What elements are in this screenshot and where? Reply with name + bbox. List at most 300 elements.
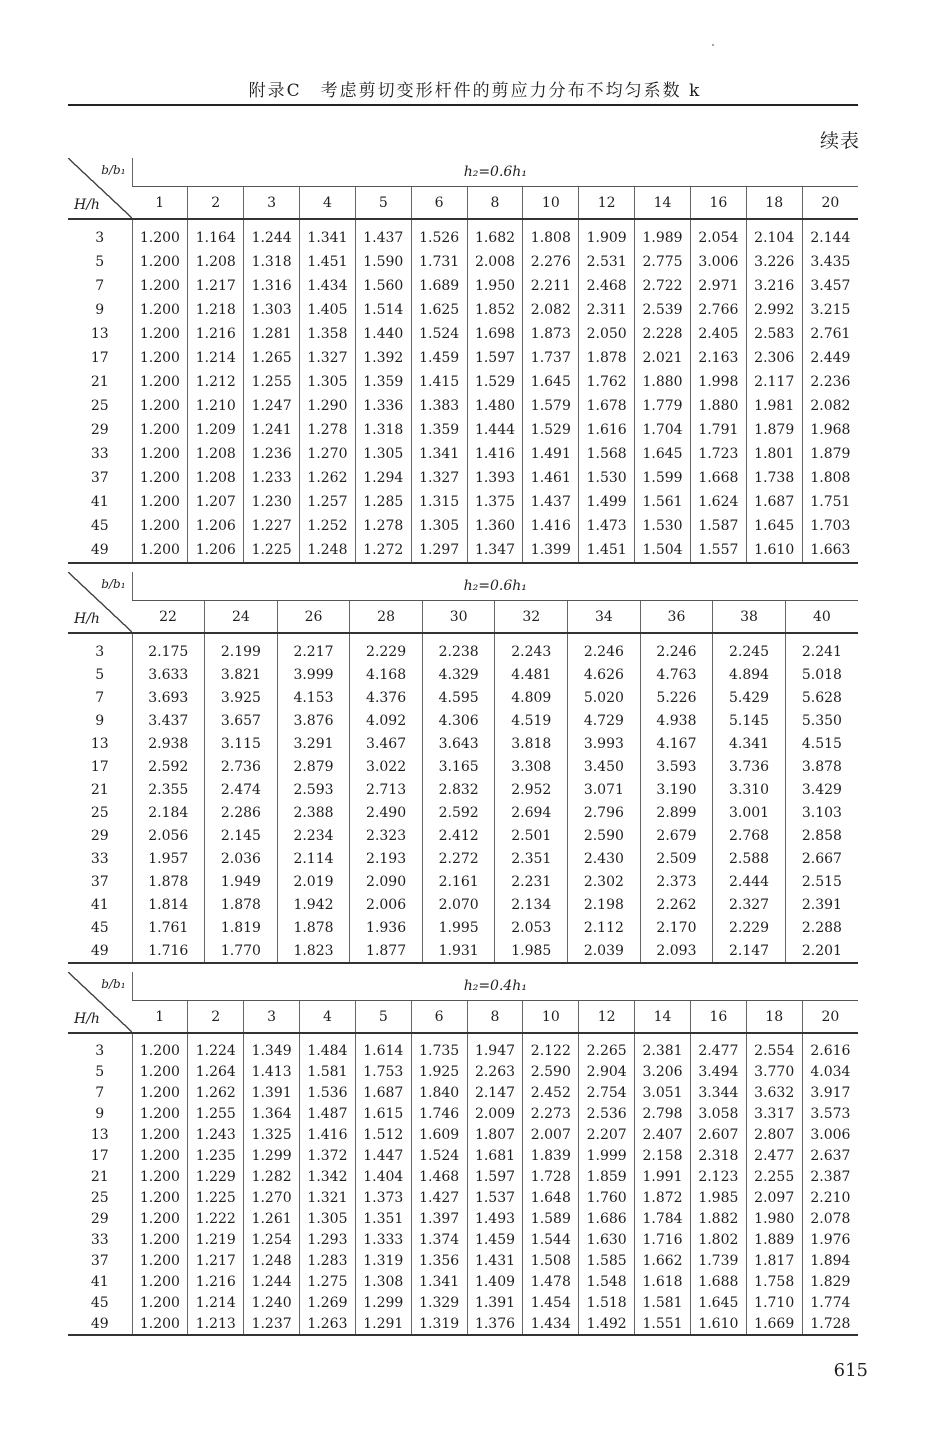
diagonal-header-cell (68, 572, 132, 633)
value-cell: 2.477 (746, 1145, 802, 1166)
value-cell: 1.949 (205, 870, 278, 893)
value-cell: 2.243 (495, 640, 568, 663)
value-cell: 1.529 (467, 370, 523, 394)
column-header: 8 (467, 187, 523, 220)
value-cell: 1.618 (635, 1271, 691, 1292)
value-cell: 2.229 (350, 640, 423, 663)
value-cell: 2.832 (422, 778, 495, 801)
value-cell: 1.526 (411, 226, 467, 250)
value-cell: 1.819 (205, 916, 278, 939)
row-label: 5 (95, 1063, 105, 1080)
value-cell: 3.058 (690, 1103, 746, 1124)
value-cell: 1.341 (300, 226, 356, 250)
value-cell: 1.200 (132, 1166, 188, 1187)
value-cell: 2.273 (523, 1103, 579, 1124)
value-cell: 2.311 (579, 298, 635, 322)
value-cell: 2.736 (205, 755, 278, 778)
value-cell: 2.104 (746, 226, 802, 250)
table-row (68, 732, 858, 755)
value-cell: 1.293 (300, 1229, 356, 1250)
value-cell: 1.568 (579, 442, 635, 466)
value-cell: 2.112 (568, 916, 641, 939)
value-cell: 1.889 (746, 1229, 802, 1250)
value-cell: 1.529 (523, 418, 579, 442)
value-cell: 2.078 (802, 1208, 858, 1229)
value-cell: 4.595 (422, 686, 495, 709)
value-cell: 1.499 (579, 490, 635, 514)
value-cell: 1.200 (132, 1082, 188, 1103)
value-cell: 1.315 (411, 490, 467, 514)
value-cell: 1.459 (467, 1229, 523, 1250)
value-cell: 3.925 (205, 686, 278, 709)
value-cell: 1.200 (132, 1229, 188, 1250)
value-cell: 1.774 (802, 1292, 858, 1313)
value-cell: 1.968 (802, 418, 858, 442)
table-row (68, 370, 858, 394)
value-cell: 1.200 (132, 1208, 188, 1229)
value-cell: 1.839 (523, 1145, 579, 1166)
table-row (68, 1103, 858, 1124)
row-label: 29 (90, 827, 109, 844)
col-axis-label: b/b₁ (101, 577, 126, 591)
value-cell: 1.224 (188, 1040, 244, 1061)
value-cell: 1.272 (355, 538, 411, 563)
value-cell: 2.381 (635, 1040, 691, 1061)
value-cell: 1.235 (188, 1145, 244, 1166)
table-row (68, 1124, 858, 1145)
page-speck (712, 44, 714, 46)
spacer-cell (690, 219, 746, 226)
column-header: 20 (802, 187, 858, 220)
value-cell: 1.416 (300, 1124, 356, 1145)
value-cell: 1.342 (300, 1166, 356, 1187)
value-cell: 1.710 (746, 1292, 802, 1313)
spacer-cell (495, 633, 568, 640)
value-cell: 1.461 (523, 466, 579, 490)
table-row (68, 709, 858, 732)
value-cell: 3.006 (802, 1124, 858, 1145)
row-label: 45 (90, 518, 109, 534)
value-cell: 2.468 (579, 274, 635, 298)
spacer-cell (132, 1033, 188, 1040)
value-cell: 1.980 (746, 1208, 802, 1229)
value-cell: 2.234 (277, 824, 350, 847)
value-cell: 1.985 (690, 1187, 746, 1208)
value-cell: 2.938 (132, 732, 205, 755)
value-cell: 1.589 (523, 1208, 579, 1229)
spacer-cell (68, 219, 132, 226)
value-cell: 1.878 (205, 893, 278, 916)
value-cell: 5.429 (713, 686, 786, 709)
spacer-cell (568, 633, 641, 640)
row-label: 49 (68, 939, 132, 963)
col-axis-label: b/b₁ (101, 163, 126, 177)
value-cell: 1.942 (277, 893, 350, 916)
value-cell: 1.512 (355, 1124, 411, 1145)
value-cell: 1.285 (355, 490, 411, 514)
value-cell: 2.070 (422, 893, 495, 916)
value-cell: 1.437 (355, 226, 411, 250)
value-cell: 1.359 (411, 418, 467, 442)
table-row (68, 538, 858, 563)
column-header: 22 (132, 601, 205, 634)
table-row (68, 226, 858, 250)
column-header: 12 (579, 187, 635, 220)
value-cell: 1.359 (355, 370, 411, 394)
value-cell: 1.278 (300, 418, 356, 442)
row-label: 49 (68, 538, 132, 563)
column-header: 14 (635, 1001, 691, 1034)
value-cell: 4.481 (495, 663, 568, 686)
value-cell: 2.117 (746, 370, 802, 394)
value-cell: 1.265 (244, 346, 300, 370)
value-cell: 1.244 (244, 226, 300, 250)
value-cell: 4.167 (640, 732, 713, 755)
value-cell: 2.858 (785, 824, 858, 847)
column-header: 10 (523, 1001, 579, 1034)
value-cell: 1.214 (188, 346, 244, 370)
value-cell: 2.199 (205, 640, 278, 663)
spacer-cell (422, 633, 495, 640)
value-cell: 1.200 (132, 1292, 188, 1313)
value-cell: 1.880 (635, 370, 691, 394)
value-cell: 1.894 (802, 1250, 858, 1271)
value-cell: 2.501 (495, 824, 568, 847)
value-cell: 2.007 (523, 1124, 579, 1145)
value-cell: 1.209 (188, 418, 244, 442)
row-label: 3 (95, 643, 105, 660)
value-cell: 1.504 (635, 538, 691, 563)
value-cell: 1.434 (300, 274, 356, 298)
value-cell: 1.597 (467, 346, 523, 370)
value-cell: 1.283 (300, 1250, 356, 1271)
value-cell: 1.200 (132, 538, 188, 563)
value-cell: 1.236 (244, 442, 300, 466)
table-row (68, 322, 858, 346)
value-cell: 1.200 (132, 1187, 188, 1208)
value-cell: 1.492 (579, 1313, 635, 1335)
column-header: 4 (300, 1001, 356, 1034)
table-row (68, 1208, 858, 1229)
spacer-cell (411, 1033, 467, 1040)
value-cell: 1.212 (188, 370, 244, 394)
value-cell: 1.216 (188, 322, 244, 346)
value-cell: 2.592 (132, 755, 205, 778)
value-cell: 1.579 (523, 394, 579, 418)
spacer-cell (785, 633, 858, 640)
value-cell: 1.434 (523, 1313, 579, 1335)
value-cell: 2.531 (579, 250, 635, 274)
value-cell: 1.681 (467, 1145, 523, 1166)
value-cell: 1.303 (244, 298, 300, 322)
value-cell: 1.459 (411, 346, 467, 370)
value-cell: 3.022 (350, 755, 423, 778)
spacer-cell (277, 633, 350, 640)
row-label: 41 (90, 896, 109, 913)
value-cell: 2.097 (746, 1187, 802, 1208)
value-cell: 1.200 (132, 442, 188, 466)
value-cell: 1.358 (300, 322, 356, 346)
row-axis-label: H/h (74, 611, 100, 627)
value-cell: 4.519 (495, 709, 568, 732)
value-cell: 1.270 (244, 1187, 300, 1208)
value-cell: 3.051 (635, 1082, 691, 1103)
row-label: 33 (90, 1231, 109, 1248)
value-cell: 1.530 (635, 514, 691, 538)
spacer-cell (132, 219, 188, 226)
value-cell: 1.877 (350, 939, 423, 963)
value-cell: 1.325 (244, 1124, 300, 1145)
value-cell: 3.821 (205, 663, 278, 686)
value-cell: 1.880 (690, 394, 746, 418)
value-cell: 1.282 (244, 1166, 300, 1187)
column-header: 14 (635, 187, 691, 220)
row-label: 49 (68, 1313, 132, 1335)
value-cell: 2.490 (350, 801, 423, 824)
value-cell: 3.878 (785, 755, 858, 778)
value-cell: 2.766 (690, 298, 746, 322)
value-cell: 3.494 (690, 1061, 746, 1082)
row-label: 13 (90, 1126, 109, 1143)
value-cell: 1.214 (188, 1292, 244, 1313)
value-cell: 2.231 (495, 870, 568, 893)
value-cell: 1.524 (411, 322, 467, 346)
value-cell: 1.405 (300, 298, 356, 322)
value-cell: 1.645 (690, 1292, 746, 1313)
value-cell: 1.597 (467, 1166, 523, 1187)
value-cell: 1.200 (132, 418, 188, 442)
value-cell: 1.244 (244, 1271, 300, 1292)
value-cell: 1.518 (579, 1292, 635, 1313)
value-cell: 1.808 (523, 226, 579, 250)
value-cell: 1.829 (802, 1271, 858, 1292)
value-cell: 1.703 (802, 514, 858, 538)
value-cell: 1.305 (300, 370, 356, 394)
row-label: 29 (90, 1210, 109, 1227)
value-cell: 1.645 (523, 370, 579, 394)
value-cell: 2.768 (713, 824, 786, 847)
value-cell: 1.873 (523, 322, 579, 346)
value-cell: 2.263 (467, 1061, 523, 1082)
row-label: 33 (90, 850, 109, 867)
value-cell: 1.240 (244, 1292, 300, 1313)
column-header: 24 (205, 601, 278, 634)
value-cell: 1.341 (411, 1271, 467, 1292)
value-cell: 1.217 (188, 1250, 244, 1271)
value-cell: 2.391 (785, 893, 858, 916)
value-cell: 1.316 (244, 274, 300, 298)
value-cell: 1.739 (690, 1250, 746, 1271)
value-cell: 4.515 (785, 732, 858, 755)
value-cell: 1.682 (467, 226, 523, 250)
value-cell: 3.317 (746, 1103, 802, 1124)
value-cell: 2.539 (635, 298, 691, 322)
value-cell: 2.590 (568, 824, 641, 847)
value-cell: 1.200 (132, 490, 188, 514)
value-cell: 1.487 (300, 1103, 356, 1124)
value-cell: 1.255 (244, 370, 300, 394)
column-header: 34 (568, 601, 641, 634)
spacer-cell (579, 1033, 635, 1040)
row-label: 41 (90, 494, 109, 510)
value-cell: 1.852 (467, 298, 523, 322)
coefficient-table-3 (68, 972, 858, 1336)
value-cell: 2.262 (640, 893, 713, 916)
value-cell: 4.329 (422, 663, 495, 686)
spacer-cell (68, 1033, 132, 1040)
spacer-cell (746, 219, 802, 226)
value-cell: 2.796 (568, 801, 641, 824)
column-header: 6 (411, 187, 467, 220)
value-cell: 2.246 (568, 640, 641, 663)
value-cell: 2.175 (132, 640, 205, 663)
value-cell: 1.688 (690, 1271, 746, 1292)
value-cell: 2.904 (579, 1061, 635, 1082)
value-cell: 1.484 (300, 1040, 356, 1061)
value-cell: 1.630 (579, 1229, 635, 1250)
value-cell: 3.291 (277, 732, 350, 755)
value-cell: 1.801 (746, 442, 802, 466)
spacer-cell (300, 1033, 356, 1040)
value-cell: 2.198 (568, 893, 641, 916)
value-cell: 1.360 (467, 514, 523, 538)
value-cell: 3.643 (422, 732, 495, 755)
value-cell: 1.758 (746, 1271, 802, 1292)
column-header-row (68, 601, 858, 634)
value-cell: 2.006 (350, 893, 423, 916)
value-cell: 1.999 (579, 1145, 635, 1166)
value-cell: 4.092 (350, 709, 423, 732)
value-cell: 1.925 (411, 1061, 467, 1082)
value-cell: 2.145 (205, 824, 278, 847)
row-label: 7 (95, 1084, 105, 1101)
value-cell: 1.561 (635, 490, 691, 514)
running-header: 附录C 考虑剪切变形杆件的剪应力分布不均匀系数 k (248, 81, 702, 101)
spacer-cell (802, 219, 858, 226)
value-cell: 3.435 (802, 250, 858, 274)
value-cell: 1.200 (132, 1040, 188, 1061)
value-cell: 1.278 (355, 514, 411, 538)
value-cell: 3.429 (785, 778, 858, 801)
value-cell: 1.200 (132, 466, 188, 490)
row-label: 9 (95, 302, 105, 318)
column-header: 28 (350, 601, 423, 634)
value-cell: 1.347 (467, 538, 523, 563)
value-cell: 2.054 (690, 226, 746, 250)
value-cell: 1.248 (244, 1250, 300, 1271)
column-header: 8 (467, 1001, 523, 1034)
value-cell: 2.515 (785, 870, 858, 893)
value-cell: 3.001 (713, 801, 786, 824)
value-cell: 2.009 (467, 1103, 523, 1124)
row-label: 13 (90, 735, 109, 752)
value-cell: 1.581 (635, 1292, 691, 1313)
value-cell: 2.211 (523, 274, 579, 298)
value-cell: 1.299 (355, 1292, 411, 1313)
value-cell: 1.200 (132, 1145, 188, 1166)
value-cell: 1.321 (300, 1187, 356, 1208)
value-cell: 2.387 (802, 1166, 858, 1187)
spacer-cell (244, 219, 300, 226)
value-cell: 1.451 (300, 250, 356, 274)
spacer-cell (132, 633, 205, 640)
value-cell: 1.668 (690, 466, 746, 490)
value-cell: 1.807 (467, 1124, 523, 1145)
value-cell: 2.090 (350, 870, 423, 893)
value-cell: 2.798 (635, 1103, 691, 1124)
value-cell: 1.200 (132, 1271, 188, 1292)
value-cell: 1.879 (746, 418, 802, 442)
spacer-cell (350, 633, 423, 640)
value-cell: 1.687 (746, 490, 802, 514)
table-row (68, 394, 858, 418)
value-cell: 1.551 (635, 1313, 691, 1335)
column-header: 6 (411, 1001, 467, 1034)
value-cell: 1.207 (188, 490, 244, 514)
value-cell: 4.153 (277, 686, 350, 709)
value-cell: 2.158 (635, 1145, 691, 1166)
table-row (68, 274, 858, 298)
value-cell: 1.261 (244, 1208, 300, 1229)
spacer-cell (640, 633, 713, 640)
value-cell: 3.573 (802, 1103, 858, 1124)
table-row (68, 442, 858, 466)
table-row (68, 346, 858, 370)
value-cell: 1.514 (355, 298, 411, 322)
spacer-cell (205, 633, 278, 640)
value-cell: 1.947 (467, 1040, 523, 1061)
value-cell: 2.082 (802, 394, 858, 418)
value-cell: 1.200 (132, 298, 188, 322)
table-row (68, 1166, 858, 1187)
value-cell: 2.306 (746, 346, 802, 370)
value-cell: 2.053 (495, 916, 568, 939)
value-cell: 1.290 (300, 394, 356, 418)
value-cell: 1.200 (132, 514, 188, 538)
value-cell: 1.248 (300, 538, 356, 563)
column-header: 16 (690, 187, 746, 220)
value-cell: 1.200 (132, 274, 188, 298)
value-cell: 3.226 (746, 250, 802, 274)
value-cell: 2.754 (579, 1082, 635, 1103)
value-cell: 3.216 (746, 274, 802, 298)
value-cell: 1.294 (355, 466, 411, 490)
value-cell: 1.200 (132, 346, 188, 370)
table-row (68, 847, 858, 870)
spacer-cell (355, 219, 411, 226)
value-cell: 1.537 (467, 1187, 523, 1208)
value-cell: 1.264 (188, 1061, 244, 1082)
value-cell: 1.351 (355, 1208, 411, 1229)
row-label: 17 (90, 758, 109, 775)
value-cell: 2.161 (422, 870, 495, 893)
table-row (68, 1187, 858, 1208)
row-label: 29 (90, 422, 109, 438)
value-cell: 1.731 (411, 250, 467, 274)
value-cell: 1.599 (635, 466, 691, 490)
row-label: 33 (90, 446, 109, 462)
value-cell: 2.276 (523, 250, 579, 274)
value-cell: 2.021 (635, 346, 691, 370)
table-row (68, 870, 858, 893)
spacer-cell (411, 219, 467, 226)
value-cell: 1.662 (635, 1250, 691, 1271)
value-cell: 5.145 (713, 709, 786, 732)
value-cell: 1.397 (411, 1208, 467, 1229)
spacer-cell (467, 219, 523, 226)
value-cell: 4.729 (568, 709, 641, 732)
value-cell: 1.991 (635, 1166, 691, 1187)
